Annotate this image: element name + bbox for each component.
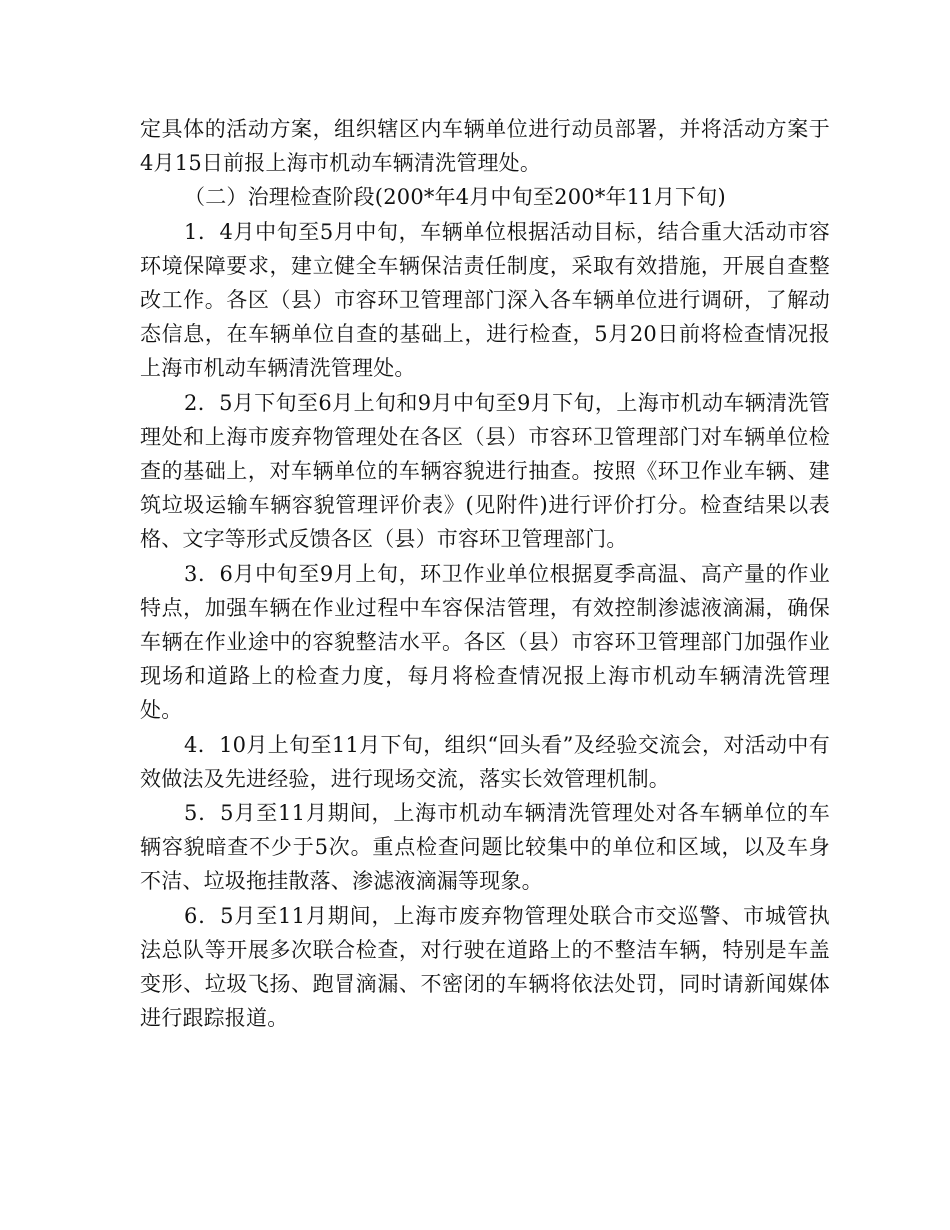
section-heading-governance-inspection: （二）治理检查阶段(200*年4月中旬至200*年11月下旬) <box>184 185 726 210</box>
paragraph-item-3: 3．6月中旬至9月上旬，环卫作业单位根据夏季高温、高产量的作业特点，加强车辆在作业过程中车容保洁管理，有效控制渗滤液滴漏，确保车辆在作业途中的容貌整洁水平。各区（县）市容环卫管理部门加强作业现场和道路上的检查力度，每月将检查情况报上海市机动车辆清洗管理处。 <box>140 561 830 723</box>
paragraph-continuation: 定具体的活动方案，组织辖区内车辆单位进行动员部署，并将活动方案于4月15日前报上海市机动车辆清洗管理处。 <box>140 117 830 176</box>
paragraph-item-5: 5．5月至11月期间，上海市机动车辆清洗管理处对各车辆单位的车辆容貌暗查不少于5次。重点检查问题比较集中的单位和区域，以及车身不洁、垃圾拖挂散落、渗滤液滴漏等现象。 <box>140 801 830 894</box>
document-page <box>140 112 830 1035</box>
paragraph-item-1: 1．4月中旬至5月中旬，车辆单位根据活动目标，结合重大活动市容环境保障要求，建立健全车辆保洁责任制度，采取有效措施，开展自查整改工作。各区（县）市容环卫管理部门深入各车辆单位进行调研，了解动态信息，在车辆单位自查的基础上，进行检查，5月20日前将检查情况报上海市机动车辆清洗管理处。 <box>140 219 830 381</box>
paragraph-item-6: 6．5月至11月期间，上海市废弃物管理处联合市交巡警、市城管执法总队等开展多次联合检查，对行驶在道路上的不整洁车辆，特别是车盖变形、垃圾飞扬、跑冒滴漏、不密闭的车辆将依法处罚，同时请新闻媒体进行跟踪报道。 <box>140 903 830 1031</box>
paragraph-item-4: 4．10月上旬至11月下旬，组织“回头看”及经验交流会，对活动中有效做法及先进经验，进行现场交流，落实长效管理机制。 <box>140 732 830 791</box>
paragraph-item-2: 2．5月下旬至6月上旬和9月中旬至9月下旬，上海市机动车辆清洗管理处和上海市废弃物管理处在各区（县）市容环卫管理部门对车辆单位检查的基础上，对车辆单位的车辆容貌进行抽查。按照《环卫作业车辆、建筑垃圾运输车辆容貌管理评价表》(见附件)进行评价打分。检查结果以表格、文字等形式反馈各区（县）市容环卫管理部门。 <box>140 390 830 552</box>
